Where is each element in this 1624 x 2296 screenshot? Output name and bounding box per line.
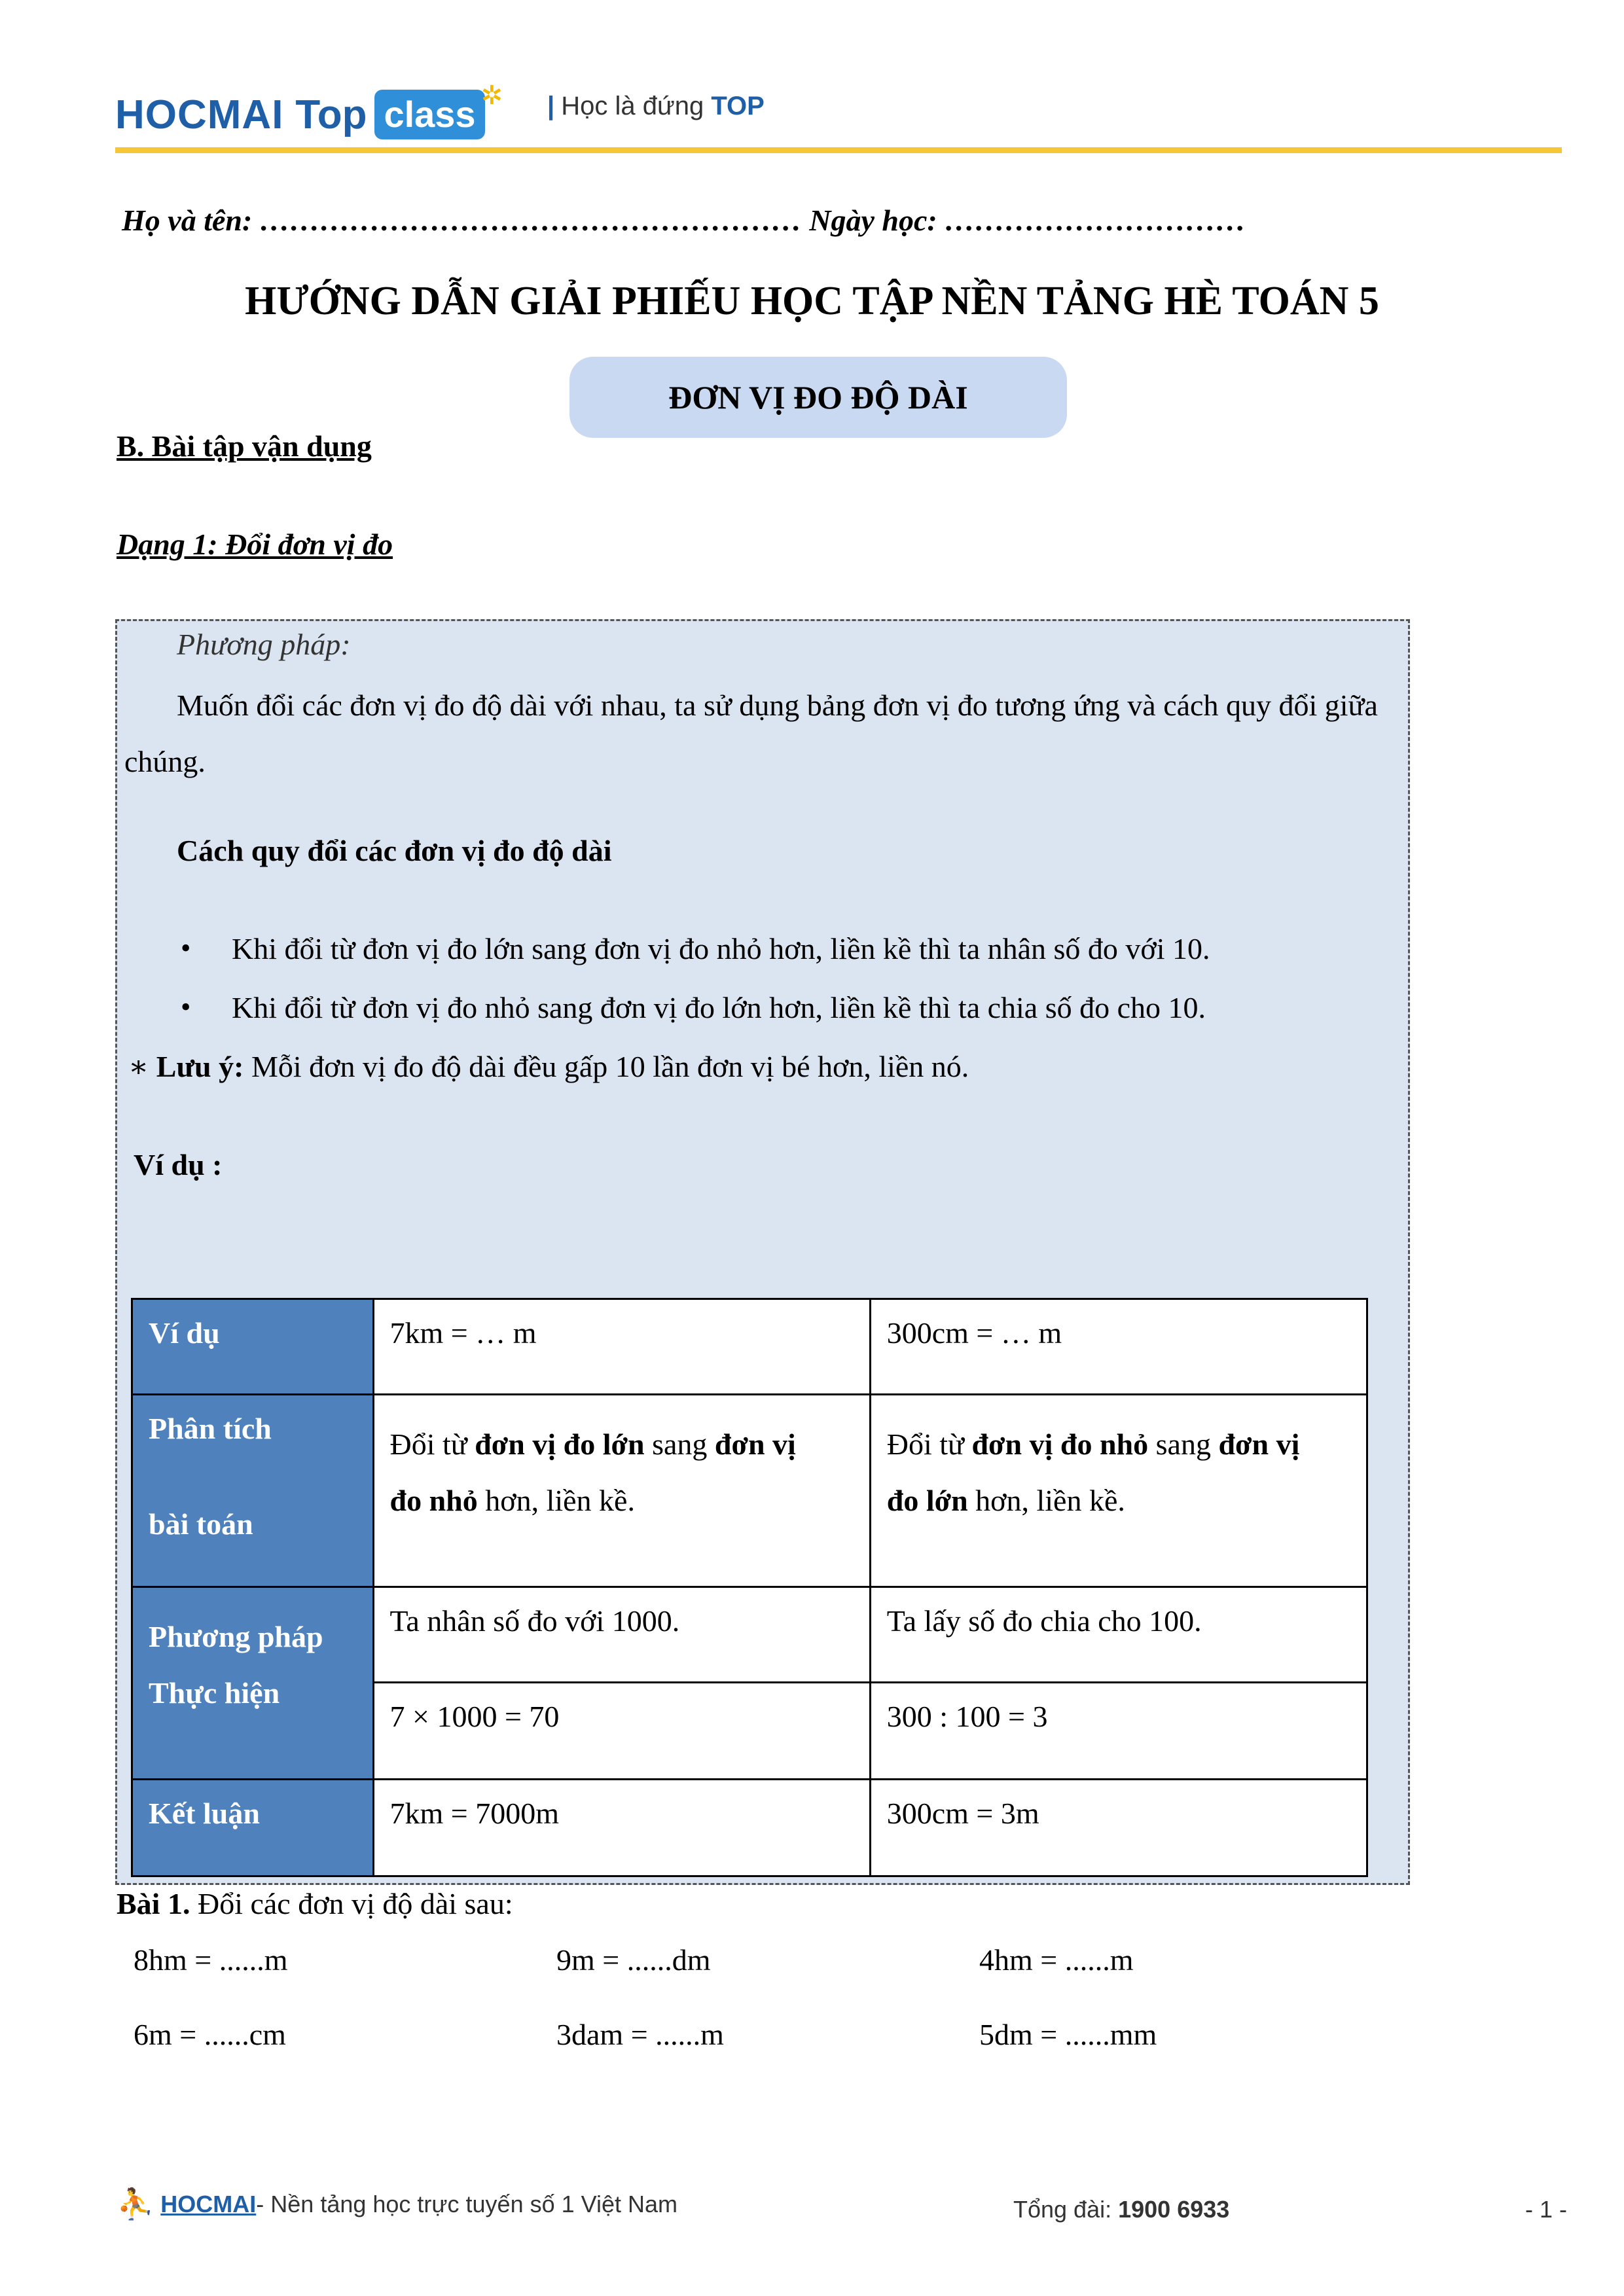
row-header-line: bài toán (149, 1507, 253, 1541)
row-header-line: Thực hiện (149, 1676, 280, 1710)
text-run: sang (1148, 1427, 1219, 1461)
method-label: Phương pháp: (177, 628, 351, 661)
logo-class-badge: class (374, 90, 484, 139)
conversion-heading: Cách quy đổi các đơn vị đo độ dài (177, 834, 612, 867)
table-cell: 300cm = 3m (870, 1780, 1367, 1876)
type-heading: Dạng 1: Đổi đơn vị đo (117, 528, 393, 561)
table-cell (373, 1395, 870, 1587)
footer-brand-link[interactable]: HOCMAI (160, 2190, 257, 2217)
text-run: đo lớn (886, 1484, 968, 1517)
table-row (132, 1780, 1367, 1876)
text-run: Đổi từ (886, 1427, 972, 1461)
logo-hocmai-text: HOCMAI (115, 92, 284, 137)
text-run: hơn, liền kề. (477, 1484, 635, 1517)
footer-brand (117, 2186, 677, 2222)
hotline-number: 1900 6933 (1118, 2196, 1230, 2223)
star-icon: ✲ (480, 80, 503, 110)
text-run: đơn vị (1218, 1427, 1300, 1461)
header-divider (115, 147, 1562, 153)
analysis-text (390, 1401, 854, 1529)
bullet-item (181, 929, 1392, 969)
example-table (131, 1298, 1368, 1877)
page-title: HƯỚNG DẪN GIẢI PHIẾU HỌC TẬP NỀN TẢNG HÈ TOÁN 5 (245, 279, 1379, 323)
hocmai-people-icon: ⛹ (117, 2187, 154, 2221)
exercise-item: 5dm = ......mm (979, 2018, 1157, 2051)
footer-hotline (1013, 2196, 1229, 2223)
table-cell: 7km = 7000m (373, 1780, 870, 1876)
tagline-top: TOP (711, 92, 765, 120)
row-header-line: Phương pháp (149, 1620, 323, 1653)
logo-top-text: Top (295, 92, 367, 137)
exercise-item: 9m = ......dm (556, 1943, 711, 1977)
table-row (132, 1395, 1367, 1587)
hocmai-topclass-logo (115, 79, 503, 151)
footer-slogan: - Nền tảng học trực tuyến số 1 Việt Nam (256, 2190, 678, 2217)
exercise-text: Đổi các đơn vị độ dài sau: (190, 1887, 513, 1920)
bullet-text: Khi đổi từ đơn vị đo lớn sang đơn vị đo nhỏ hơn, liền kề thì ta nhân số đo với 10. (232, 932, 1210, 965)
hotline-label: Tổng đài: (1013, 2196, 1119, 2223)
example-label: Ví dụ : (134, 1148, 223, 1181)
tagline-bar: | (547, 92, 555, 120)
row-header: Kết luận (132, 1780, 374, 1876)
table-row (132, 1299, 1367, 1395)
table-cell: 300cm = … m (870, 1299, 1367, 1395)
bullet-text: Khi đổi từ đơn vị đo nhỏ sang đơn vị đo lớn hơn, liền kề thì ta chia số đo cho 10. (232, 991, 1206, 1024)
table-cell (870, 1395, 1367, 1587)
note-label: Lưu ý: (156, 1050, 244, 1083)
exercise-label: Bài 1. (117, 1887, 190, 1920)
text-run: đơn vị đo nhỏ (971, 1427, 1149, 1461)
table-cell: Ta nhân số đo với 1000. (373, 1587, 870, 1683)
table-row (132, 1587, 1367, 1683)
exercise-title (117, 1886, 513, 1921)
text-run: đơn vị đo lớn (475, 1427, 645, 1461)
table-cell: 7 × 1000 = 70 (373, 1683, 870, 1780)
asterisk-icon: ∗ (128, 1050, 149, 1083)
bullet-icon: • (181, 991, 191, 1023)
exercise-item: 3dam = ......m (556, 2018, 724, 2051)
topic-pill: ĐƠN VỊ ĐO ĐỘ DÀI (569, 357, 1067, 438)
section-heading: B. Bài tập vận dụng (117, 429, 372, 463)
note-line (128, 1047, 969, 1086)
text-run: đo nhỏ (389, 1484, 478, 1517)
table-cell: 7km = … m (373, 1299, 870, 1395)
row-header (132, 1395, 374, 1587)
table-cell: 300 : 100 = 3 (870, 1683, 1367, 1780)
page-number: - 1 - (1525, 2196, 1568, 2223)
exercise-item: 6m = ......cm (134, 2018, 286, 2051)
text-run: hơn, liền kề. (967, 1484, 1125, 1517)
tagline (547, 92, 765, 121)
row-header-line: Phân tích (149, 1412, 272, 1445)
row-header (132, 1587, 374, 1780)
exercise-item: 4hm = ......m (979, 1943, 1134, 1977)
tagline-text: Học là đứng (561, 92, 712, 120)
row-header: Ví dụ (132, 1299, 374, 1395)
text-run: sang (644, 1427, 715, 1461)
bullet-icon: • (181, 932, 191, 964)
table-cell: Ta lấy số đo chia cho 100. (870, 1587, 1367, 1683)
method-paragraph: Muốn đổi các đơn vị đo độ dài với nhau, ta sử dụng bảng đơn vị đo tương ứng và cách quy đổi giữa chúng. (124, 689, 1378, 778)
analysis-text (887, 1401, 1350, 1529)
note-text: Mỗi đơn vị đo độ dài đều gấp 10 lần đơn vị bé hơn, liền nó. (244, 1050, 969, 1083)
exercise-item: 8hm = ......m (134, 1943, 288, 1977)
bullet-item (181, 988, 1392, 1028)
text-run: đơn vị (714, 1427, 796, 1461)
text-run: Đổi từ (389, 1427, 475, 1461)
name-date-line: Họ và tên: ……………………………………………… Ngày học: ………………………… (122, 204, 1246, 237)
